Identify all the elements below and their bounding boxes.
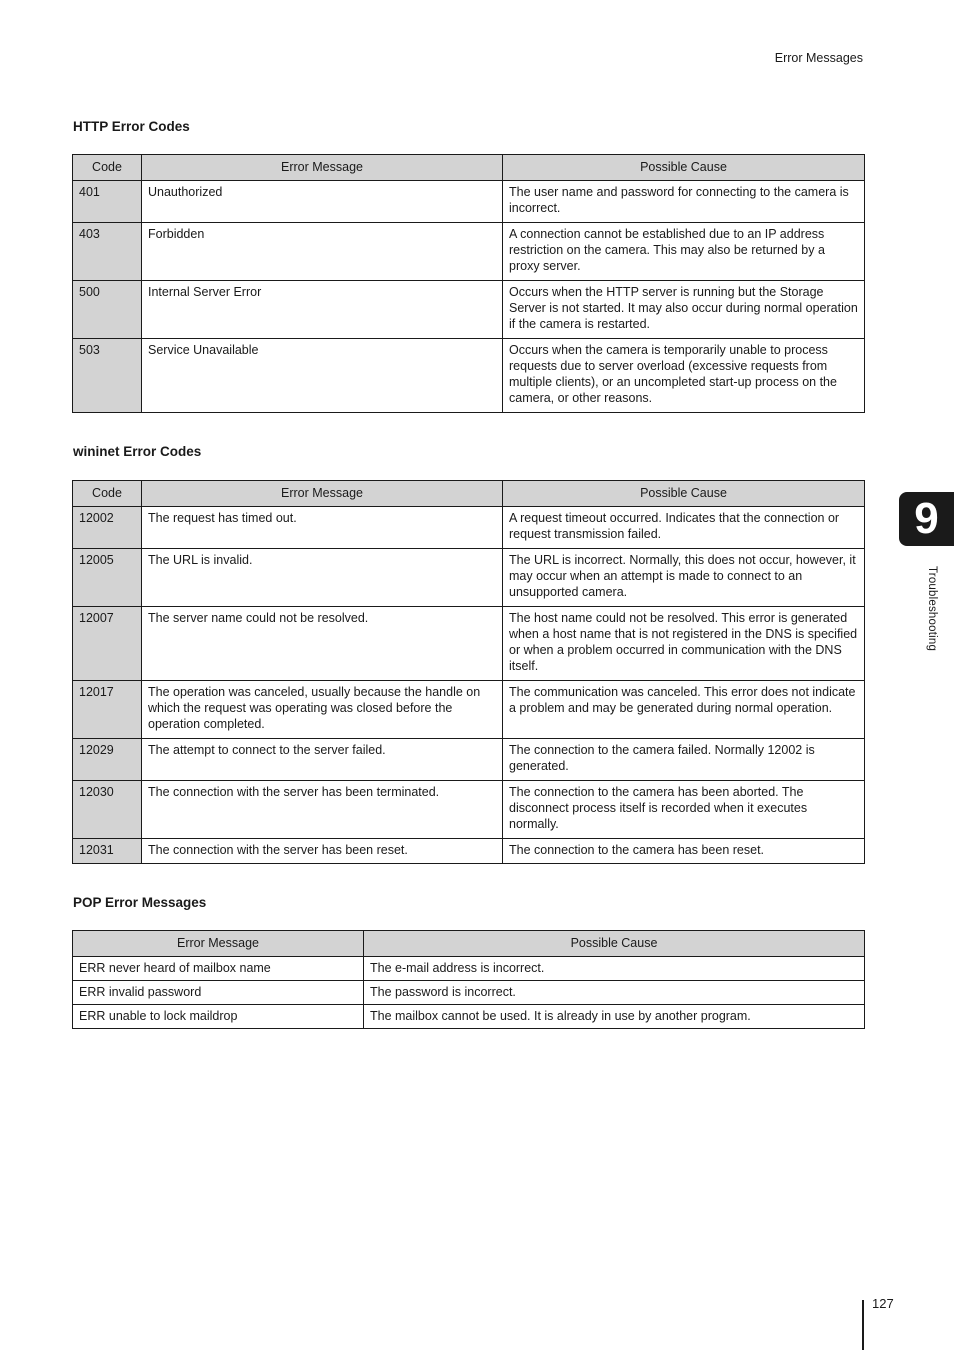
cause-cell: The communication was canceled. This error does not indicate a problem and may be generated during normal operation. — [503, 681, 865, 739]
column-header-possible-cause: Possible Cause — [503, 481, 865, 507]
wininet-error-table — [72, 480, 865, 864]
pop-error-table — [72, 930, 865, 1029]
table-row — [73, 223, 865, 281]
table-row — [73, 281, 865, 339]
message-cell: Service Unavailable — [142, 339, 503, 413]
cause-cell: The e-mail address is incorrect. — [364, 957, 865, 981]
chapter-tab: 9 — [899, 492, 954, 546]
table-row — [73, 549, 865, 607]
cause-cell: The mailbox cannot be used. It is already in use by another program. — [364, 1005, 865, 1029]
page-number: 127 — [872, 1296, 894, 1311]
cause-cell: A request timeout occurred. Indicates that the connection or request transmission failed. — [503, 507, 865, 549]
table-row — [73, 957, 865, 981]
message-cell: The connection with the server has been reset. — [142, 839, 503, 864]
message-cell: ERR unable to lock maildrop — [73, 1005, 364, 1029]
table-row — [73, 781, 865, 839]
code-cell: 12007 — [73, 607, 142, 681]
cause-cell: The connection to the camera has been reset. — [503, 839, 865, 864]
cause-cell: Occurs when the HTTP server is running but the Storage Server is not started. It may also occur during normal operation if the camera is restarted. — [503, 281, 865, 339]
column-header-possible-cause: Possible Cause — [503, 155, 865, 181]
message-cell: The attempt to connect to the server failed. — [142, 739, 503, 781]
code-cell: 403 — [73, 223, 142, 281]
code-cell: 401 — [73, 181, 142, 223]
http-section-title: HTTP Error Codes — [73, 119, 190, 134]
column-header-error-message: Error Message — [73, 931, 364, 957]
message-cell: Forbidden — [142, 223, 503, 281]
message-cell: Internal Server Error — [142, 281, 503, 339]
cause-cell: The host name could not be resolved. This error is generated when a host name that is not registered in the DNS is specified or when a problem occurred in communication with the DNS itself. — [503, 607, 865, 681]
cause-cell: The URL is incorrect. Normally, this does not occur, however, it may occur when an attempt is made to connect to an unsupported camera. — [503, 549, 865, 607]
code-cell: 12005 — [73, 549, 142, 607]
code-cell: 500 — [73, 281, 142, 339]
table-header-row — [73, 481, 865, 507]
page-number-rule — [862, 1300, 864, 1350]
table-row — [73, 739, 865, 781]
table-row — [73, 681, 865, 739]
http-error-table — [72, 154, 865, 413]
cause-cell: The password is incorrect. — [364, 981, 865, 1005]
table-row — [73, 607, 865, 681]
message-cell: ERR invalid password — [73, 981, 364, 1005]
table-header-row — [73, 931, 865, 957]
column-header-code: Code — [73, 481, 142, 507]
cause-cell: The connection to the camera has been aborted. The disconnect process itself is recorded when it executes normally. — [503, 781, 865, 839]
table-row — [73, 181, 865, 223]
column-header-code: Code — [73, 155, 142, 181]
message-cell: ERR never heard of mailbox name — [73, 957, 364, 981]
table-row — [73, 339, 865, 413]
column-header-possible-cause: Possible Cause — [364, 931, 865, 957]
cause-cell: Occurs when the camera is temporarily unable to process requests due to server overload (excessive requests from multiple clients), or an uncompleted start-up process on the camera, or other reasons. — [503, 339, 865, 413]
table-row — [73, 981, 865, 1005]
message-cell: The request has timed out. — [142, 507, 503, 549]
cause-cell: The connection to the camera failed. Normally 12002 is generated. — [503, 739, 865, 781]
message-cell: The server name could not be resolved. — [142, 607, 503, 681]
code-cell: 12029 — [73, 739, 142, 781]
table-row — [73, 839, 865, 864]
column-header-error-message: Error Message — [142, 481, 503, 507]
code-cell: 12030 — [73, 781, 142, 839]
code-cell: 12002 — [73, 507, 142, 549]
cause-cell: The user name and password for connecting to the camera is incorrect. — [503, 181, 865, 223]
wininet-section-title: wininet Error Codes — [73, 444, 202, 459]
message-cell: The URL is invalid. — [142, 549, 503, 607]
code-cell: 12031 — [73, 839, 142, 864]
pop-section-title: POP Error Messages — [73, 895, 207, 910]
table-row — [73, 1005, 865, 1029]
code-cell: 12017 — [73, 681, 142, 739]
code-cell: 503 — [73, 339, 142, 413]
message-cell: The connection with the server has been terminated. — [142, 781, 503, 839]
table-row — [73, 507, 865, 549]
message-cell: Unauthorized — [142, 181, 503, 223]
table-header-row — [73, 155, 865, 181]
chapter-label: Troubleshooting — [926, 566, 938, 652]
message-cell: The operation was canceled, usually because the handle on which the request was operating was closed before the operation completed. — [142, 681, 503, 739]
cause-cell: A connection cannot be established due to an IP address restriction on the camera. This may also be returned by a proxy server. — [503, 223, 865, 281]
running-head: Error Messages — [774, 51, 863, 65]
column-header-error-message: Error Message — [142, 155, 503, 181]
